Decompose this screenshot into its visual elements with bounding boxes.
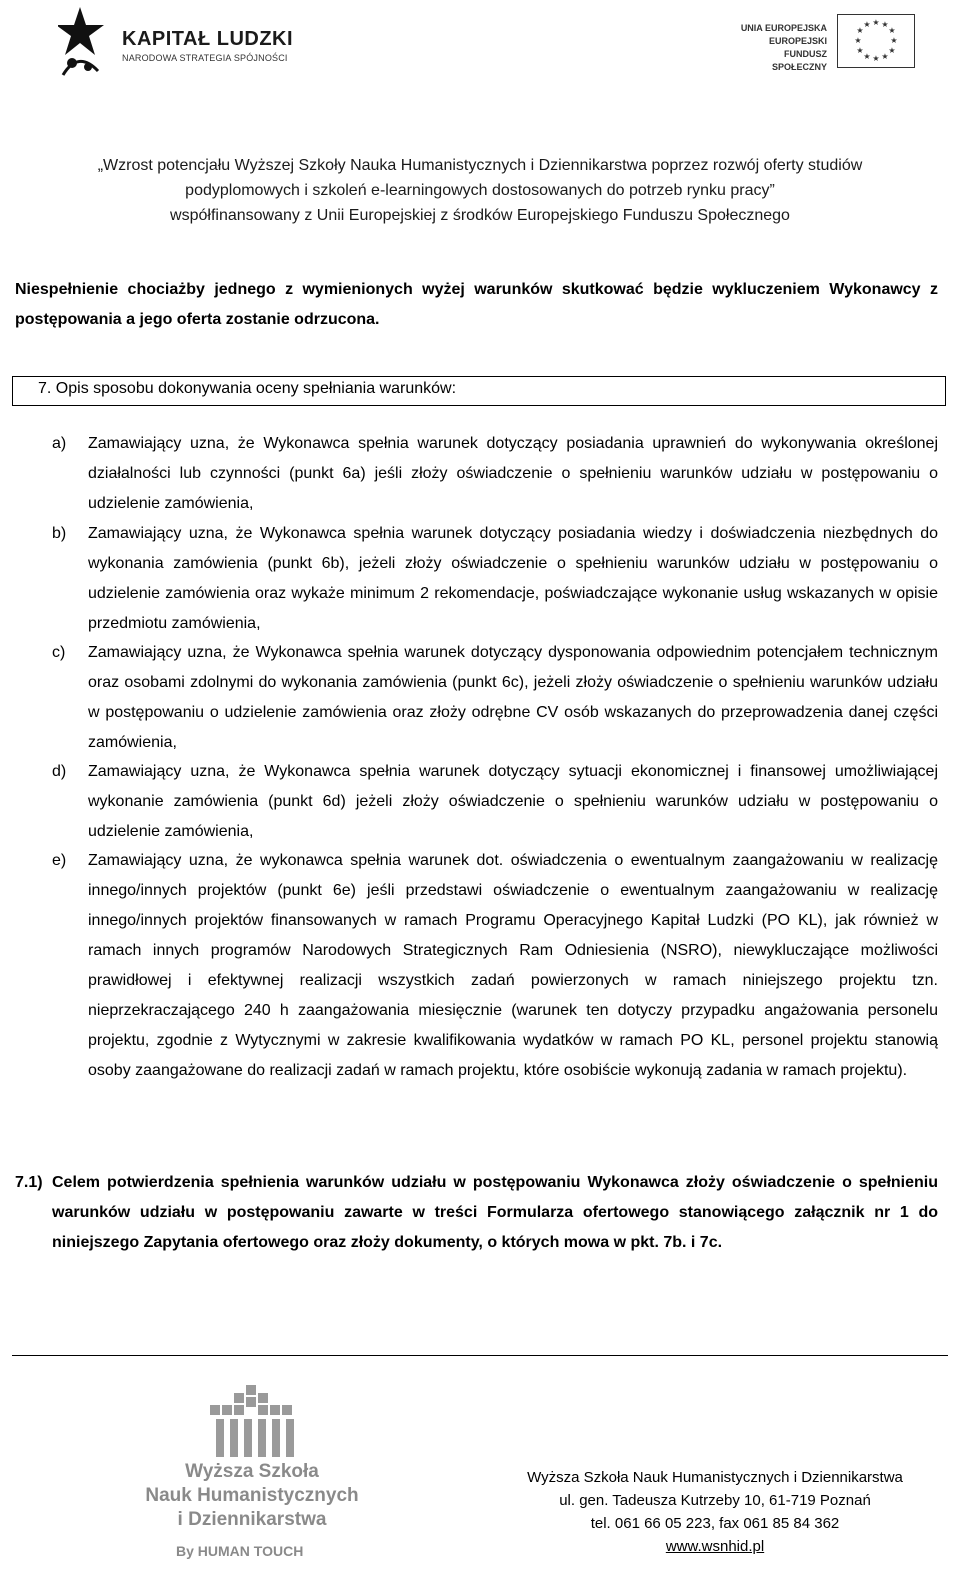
- footer-org-name: Wyższa Szkoła Nauk Humanistycznych i Dziennikarstwa: [527, 1469, 903, 1486]
- svg-text:★: ★: [872, 18, 880, 27]
- wsnhid-logo: [132, 1385, 372, 1575]
- wsnhid-logo-line1: Wyższa Szkoła: [185, 1461, 319, 1482]
- eu-logo-text: [735, 22, 827, 74]
- svg-text:★: ★: [881, 52, 889, 61]
- footer-phone: tel. 061 66 05 223, fax 061 85 84 362: [590, 1515, 840, 1532]
- eu-logo-line2: EUROPEJSKI: [768, 36, 827, 46]
- item-c-text: Zamawiający uzna, że Wykonawca spełnia warunek dotyczący dysponowania odpowiednim potencjałem technicznym oraz osobami zdolnymi do wykonania zamówienia (punkt 6c), jeżeli złoży oświadczenie o spełnieniu warunków udziału w postępowaniu o udzielenie zamówienia oraz złoży odrębne CV osób wskazanych do przeprowadzenia danej części zamówienia,: [88, 644, 938, 751]
- svg-text:★: ★: [856, 46, 864, 55]
- wsnhid-building-icon: [210, 1385, 300, 1460]
- wsnhid-logo-name: [132, 1460, 372, 1532]
- project-line: „Wzrost potencjału Wyższej Szkoły Nauka Humanistycznych i Dziennikarstwa poprzez rozwój oferty studiów: [97, 157, 863, 174]
- svg-text:★: ★: [890, 36, 898, 45]
- wsnhid-logo-tagline: By HUMAN TOUCH: [176, 1543, 304, 1559]
- svg-text:★: ★: [881, 20, 889, 29]
- kapital-ludzki-subtitle: NARODOWA STRATEGIA SPÓJNOŚCI: [122, 53, 288, 63]
- footer-divider: [12, 1355, 948, 1356]
- item-letter: b): [52, 525, 67, 542]
- svg-text:★: ★: [856, 26, 864, 35]
- project-title: [0, 153, 960, 228]
- item-letter: c): [52, 644, 66, 661]
- svg-text:★: ★: [872, 54, 880, 63]
- svg-text:★: ★: [888, 26, 896, 35]
- footer-website-link[interactable]: www.wsnhid.pl: [665, 1538, 765, 1555]
- eu-logo: [735, 14, 915, 70]
- svg-text:★: ★: [854, 36, 862, 45]
- svg-text:★: ★: [888, 46, 896, 55]
- kapital-ludzki-name: KAPITAŁ LUDZKI: [122, 28, 294, 50]
- item-letter: d): [52, 763, 67, 780]
- wsnhid-logo-line3: i Dziennikarstwa: [177, 1509, 327, 1530]
- section-7-heading-box: [12, 376, 946, 406]
- wsnhid-logo-line2: Nauk Humanistycznych: [145, 1485, 359, 1506]
- section-71-text: Celem potwierdzenia spełnienia warunków udziału w postępowaniu Wykonawca złoży oświadczenie o spełnieniu warunków udziału w postępowaniu zawarte w treści Formularza ofertowego stanowiącego załącznik nr 1 do niniejszego Zapytania ofertowego oraz złoży dokumenty, o których mowa w pkt. 7b. i 7c.: [52, 1174, 938, 1251]
- item-e-text: Zamawiający uzna, że wykonawca spełnia warunek dot. oświadczenia o ewentualnym zaangażowaniu w realizację innego/innych projektów (punkt 6e) jeśli przedstawi oświadczenie o ewentualnym zaangażowaniu w realizację innego/innych projektów finansowanych w ramach Programu Operacyjnego Kapitał Ludzki (PO KL), jak również w ramach innych programów Narodowych Strategicznych Ram Odniesienia (NSRO), niewykluczające możliwości prawidłowej i efektywnej realizacji wszystkich zadań powierzonych w ramach niniejszego projektu tzn. nieprzekraczającego 240 h zaangażowania miesięcznie (warunek ten dotyczy przypadku angażowania personelu projektu, zgodnie z Wytycznymi w zakresie kwalifikowania wydatków w ramach PO KL, personel projektu stanowią osoby zaangażowane do realizacji zadań w ramach projektu, które osobiście wykonują zadania w ramach projektu).: [88, 852, 938, 1079]
- section-71-number: 7.1): [15, 1174, 43, 1191]
- project-line: współfinansowany z Unii Europejskiej z środków Europejskiego Funduszu Społecznego: [170, 207, 790, 224]
- svg-text:★: ★: [863, 20, 871, 29]
- intro-paragraph: Niespełnienie chociażby jednego z wymienionych wyżej warunków skutkować będzie wykluczeniem Wykonawcy z postępowania a jego oferta zostanie odrzucona.: [15, 281, 938, 328]
- footer-address: [470, 1466, 960, 1558]
- svg-text:★: ★: [863, 52, 871, 61]
- section-7-title: 7. Opis sposobu dokonywania oceny spełniania warunków:: [38, 380, 457, 397]
- item-b-text: Zamawiający uzna, że Wykonawca spełnia warunek dotyczący posiadania wiedzy i doświadczenia niezbędnych do wykonania zamówienia (punkt 6b), jeżeli złoży oświadczenie o spełnieniu warunków udziału w postępowaniu o udzielenie zamówienia oraz wykaże minimum 2 rekomendacje, poświadczające wykonanie usług wskazanych w opisie przedmiotu zamówienia,: [88, 525, 938, 632]
- item-d-text: Zamawiający uzna, że Wykonawca spełnia warunek dotyczący sytuacji ekonomicznej i finansowej umożliwiającej wykonanie zamówienia (punkt 6d) jeżeli złoży oświadczenie o spełnieniu warunków udziału w postępowaniu o udzielenie zamówienia,: [88, 763, 938, 840]
- kapital-ludzki-logo: [58, 5, 298, 77]
- eu-logo-line1: UNIA EUROPEJSKA: [740, 23, 827, 33]
- item-a-text: Zamawiający uzna, że Wykonawca spełnia warunek dotyczący posiadania uprawnień do wykonywania określonej działalności lub czynności (punkt 6a) jeśli złoży oświadczenie o spełnieniu warunków udziału w postępowaniu o udzielenie zamówienia,: [88, 435, 938, 512]
- project-line: podyplomowych i szkoleń e-learningowych dostosowanych do potrzeb rynku pracy”: [185, 182, 775, 199]
- footer-street: ul. gen. Tadeusza Kutrzeby 10, 61-719 Poznań: [559, 1492, 871, 1509]
- item-letter: e): [52, 852, 67, 869]
- eu-flag-icon: [837, 14, 915, 68]
- item-letter: a): [52, 435, 67, 452]
- kapital-ludzki-star-icon: [58, 5, 108, 77]
- eu-logo-line3: FUNDUSZ SPOŁECZNY: [771, 49, 827, 72]
